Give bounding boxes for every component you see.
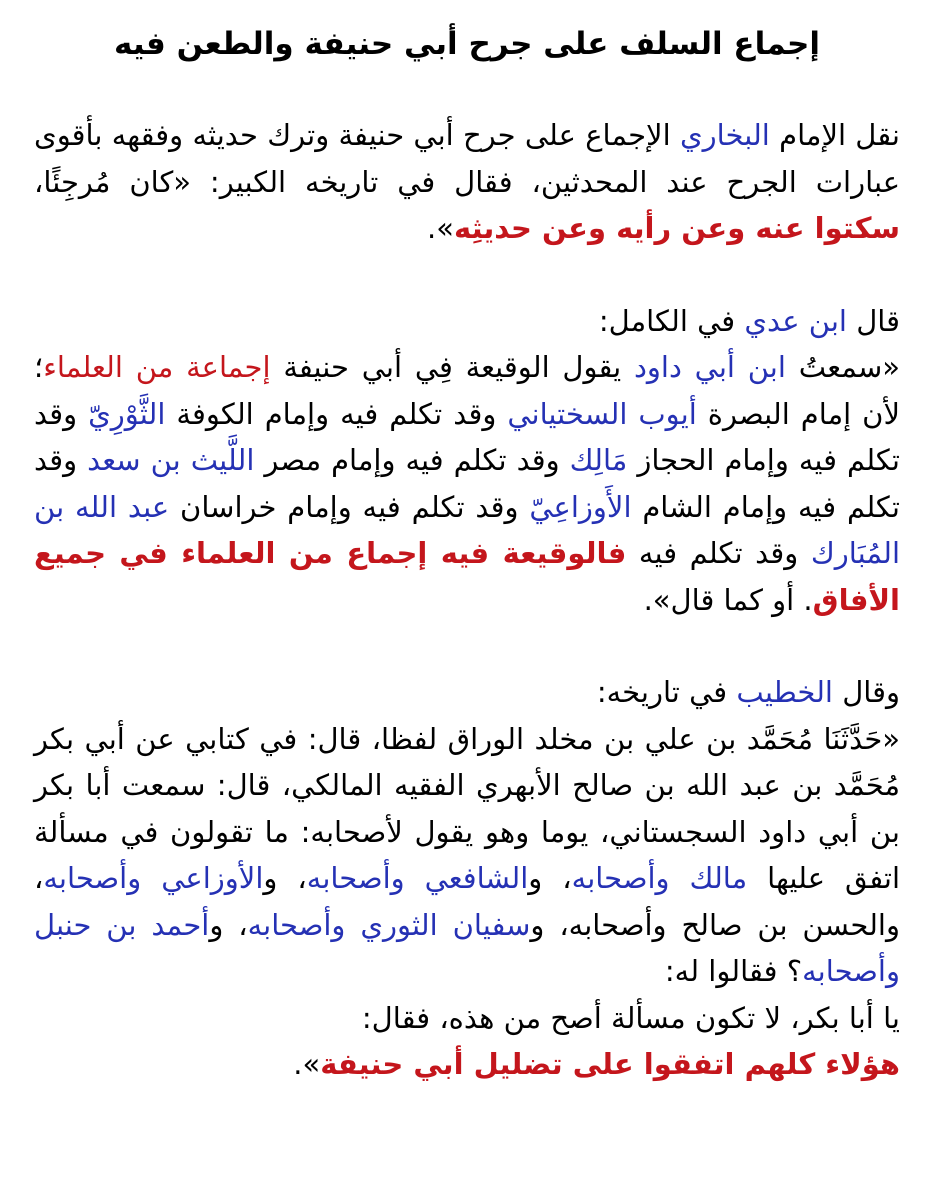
text-run: ، والحسن بن صالح وأصحابه، و (34, 861, 900, 942)
text-run: وقد تكلم فيه (626, 536, 811, 570)
narrator-name: الثَّوْرِيّ (88, 396, 166, 431)
narrator-name: البخاري (679, 118, 770, 152)
paragraph-spacer (34, 252, 900, 298)
narrator-name: أحمد بن حنبل وأصحابه (34, 907, 900, 988)
highlight-text: إجماعة من العلماء (43, 350, 271, 384)
page-title: إجماع السلف على جرح أبي حنيفة والطعن فيه (114, 26, 820, 62)
narrator-name: ابن أبي داود (634, 350, 786, 384)
text-run: يقول الوقيعة فِي أبي حنيفة (270, 350, 634, 384)
text-run: ، و (209, 907, 248, 942)
text-run: نقل الإمام (769, 118, 901, 152)
document-body (34, 112, 900, 1088)
text-run: ؛ لأن إمام البصرة (34, 350, 900, 431)
narrator-name: الخطيب (736, 675, 833, 709)
text-run: وقد تكلم فيه وإمام الكوفة (165, 396, 508, 431)
highlight-text-bold: سكتوا عنه وعن رأيه وعن حديثِه (453, 211, 900, 245)
paragraph-khatib (34, 669, 900, 1088)
text-run: في تاريخه: (596, 675, 737, 709)
text-run: قال (847, 303, 900, 338)
text-run: ، و (528, 861, 572, 895)
text-run: وقال (833, 675, 900, 709)
narrator-name: مالك وأصحابه (571, 861, 748, 895)
paragraph-spacer (34, 623, 900, 669)
text-run: ؟ فقالوا له: (664, 954, 803, 988)
highlight-text-bold: فالوقيعة فيه إجماع من العلماء في جميع الأفاق (34, 536, 900, 617)
narrator-name: الأوزاعي وأصحابه (43, 861, 264, 895)
narrator-name: مَالِك (569, 443, 628, 477)
text-run: يا أبا بكر، لا تكون مسألة أصح من هذه، فقال: (361, 1000, 900, 1035)
text-run: وقد تكلم فيه وإمام الشام (34, 443, 901, 524)
text-run: ». (427, 211, 454, 245)
text-run: وقد تكلم فيه وإمام الحجاز (34, 396, 900, 477)
highlight-text-bold: هؤلاء كلهم اتفقوا على تضليل أبي حنيفة (320, 1047, 900, 1081)
narrator-name: الأَوزاعِيّ (529, 489, 632, 524)
narrator-name: الشافعي وأصحابه (306, 861, 529, 895)
narrator-name: اللَّيث بن سعد (87, 443, 255, 477)
narrator-name: سفيان الثوري وأصحابه (247, 907, 531, 942)
text-run: ». (293, 1047, 321, 1081)
paragraph-bukhari (34, 112, 900, 252)
text-run: وقد تكلم فيه وإمام خراسان (169, 489, 530, 524)
paragraph-ibn-adi (34, 298, 900, 624)
narrator-name: ابن عدي (744, 303, 847, 338)
text-run: . أو كما قال». (643, 582, 813, 617)
text-run: في الكامل: (598, 303, 745, 338)
text-run: «حَدَّثَنَا مُحَمَّد بن علي بن مخلد الوراق لفظا، قال: في كتابي عن أبي بكر مُحَمَّد بن عبد الله بن صالح الأبهري الفقيه المالكي، قال: سمعت أبا بكر بن أبي داود السجستاني، يوما وهو يقول لأصحابه: ما تقولون في مسألة اتفق عليها (34, 721, 901, 895)
text-run: «سمعتُ (785, 350, 901, 384)
text-run: ، و (263, 861, 307, 895)
narrator-name: أيوب السختياني (507, 396, 697, 431)
text-run: وقد تكلم فيه وإمام مصر (254, 443, 570, 477)
narrator-name: عبد الله بن المُبَارك (34, 489, 900, 570)
text-run: الإجماع على جرح أبي حنيفة وترك حديثه وفقهه بأقوى عبارات الجرح عند المحدثين، فقال في تاريخه الكبير: «كان مُرجِئًا، (34, 118, 900, 199)
